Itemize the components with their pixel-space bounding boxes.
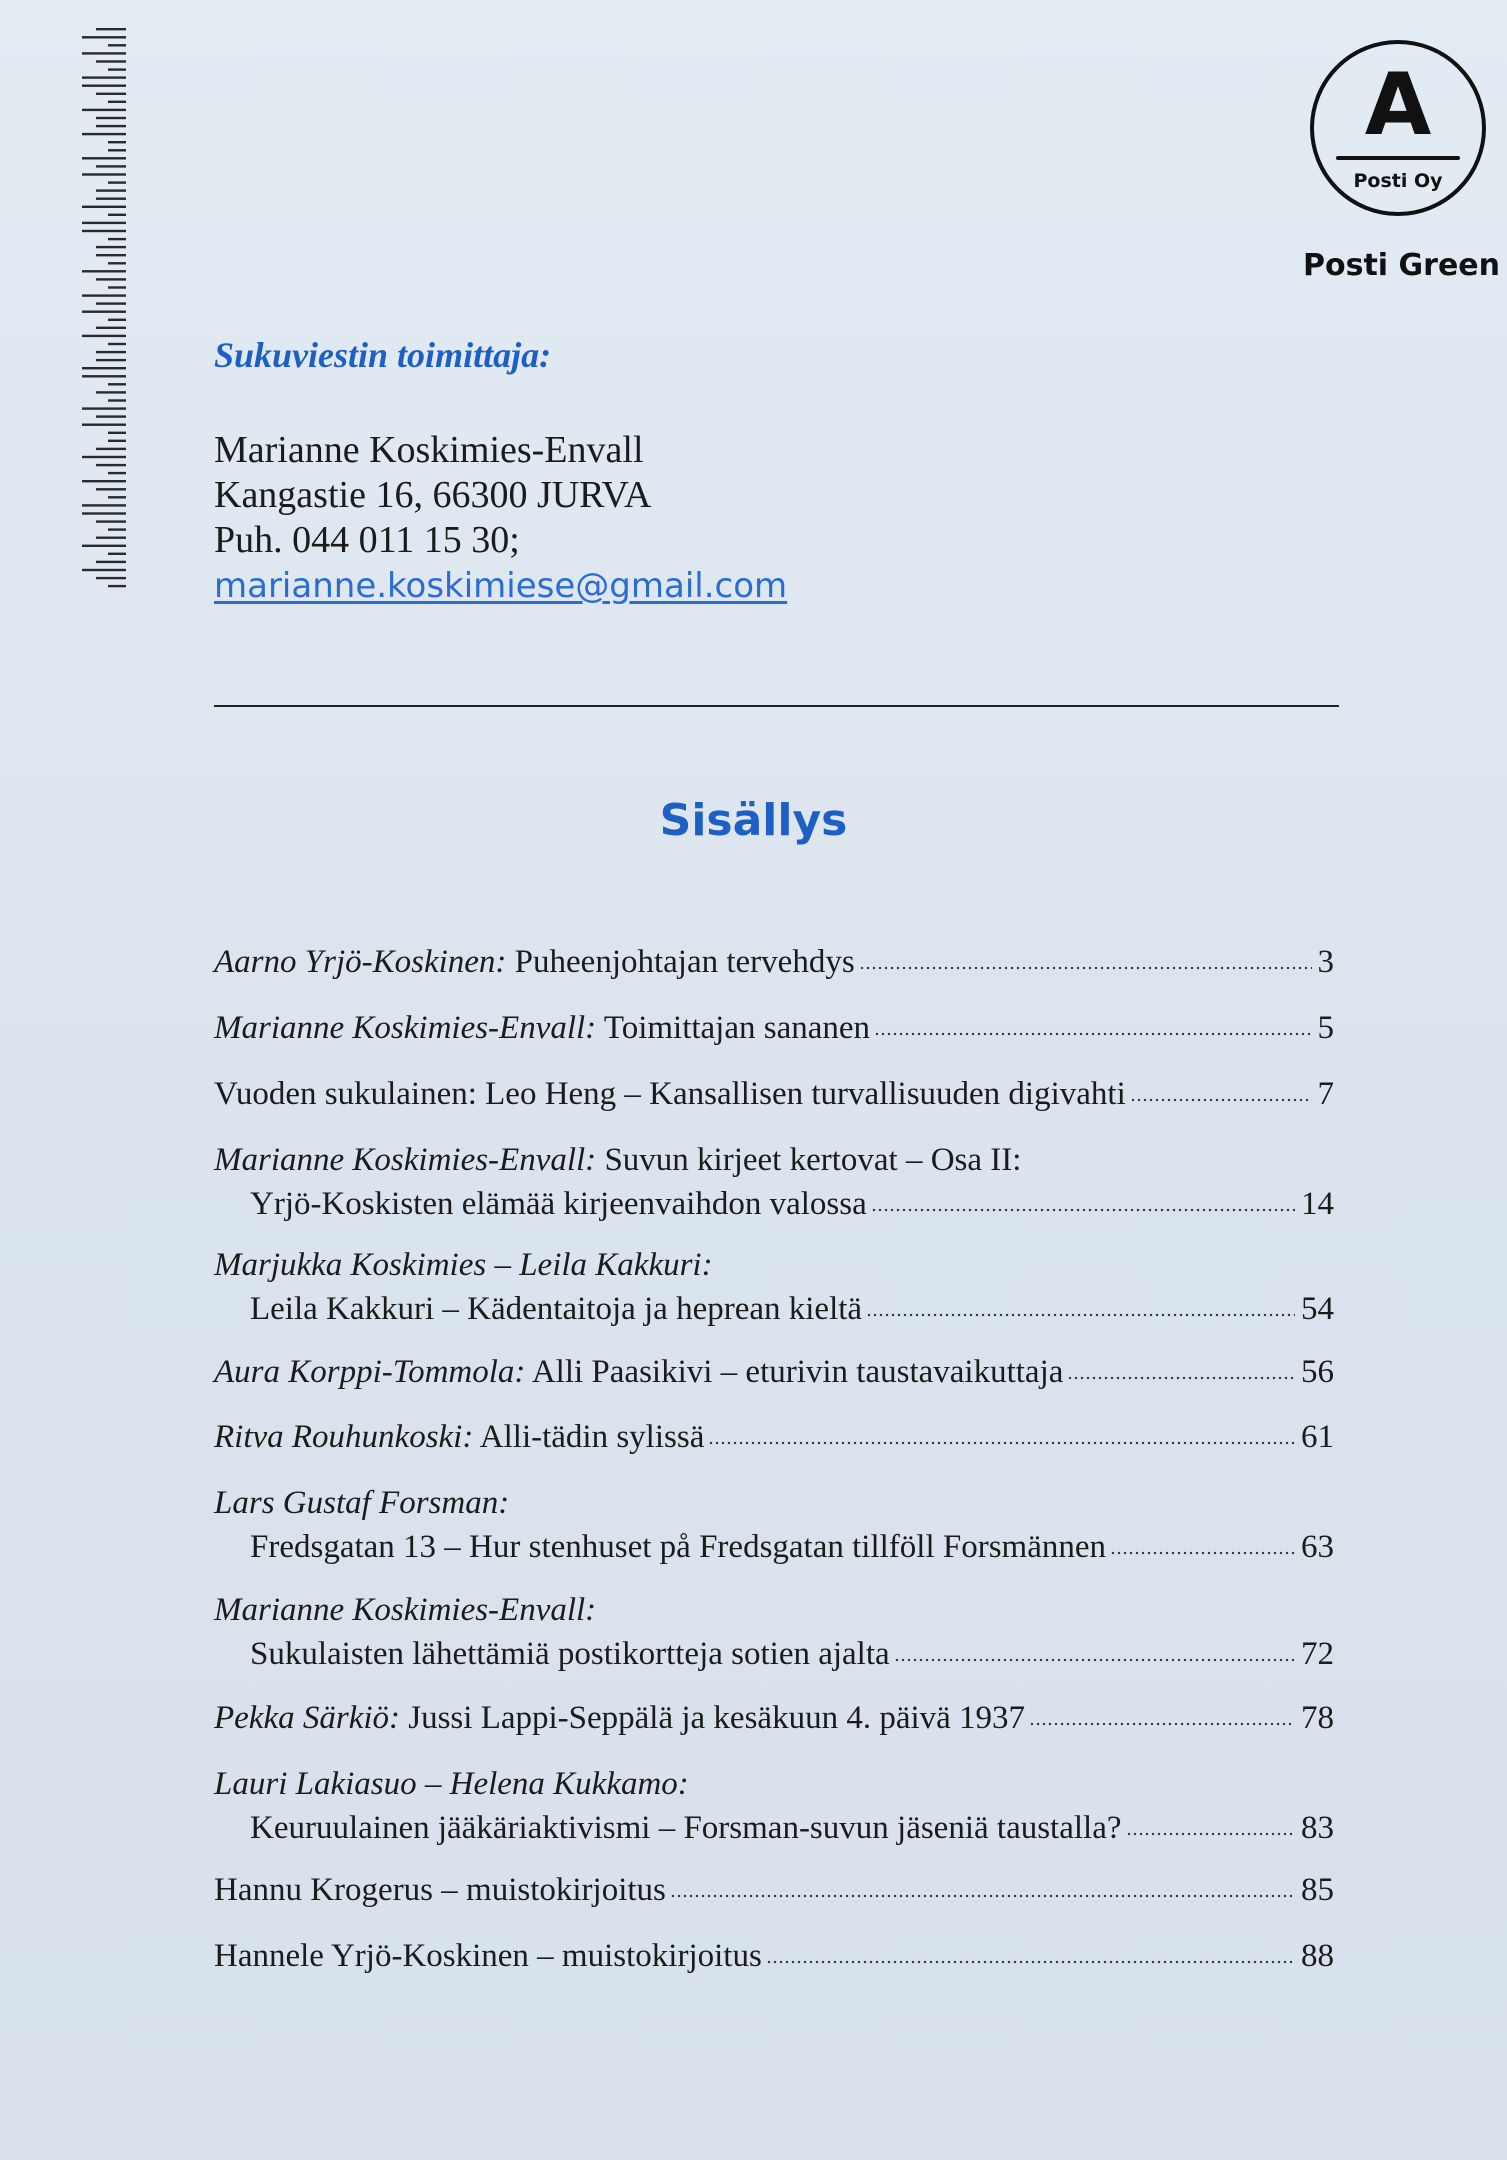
- barcode-bar: [96, 391, 126, 393]
- posti-green-label: Posti Green: [1303, 248, 1500, 283]
- toc-article-title: Hannu Krogerus – muistokirjoitus: [214, 1872, 666, 1908]
- barcode-bar: [82, 222, 126, 224]
- toc-entry-line: [214, 1934, 1334, 1978]
- toc-entry-line: [214, 1182, 1334, 1226]
- toc-entry-line: [214, 1350, 1334, 1394]
- barcode-bar: [82, 311, 126, 313]
- barcode-bar: [96, 561, 126, 563]
- editor-phone: Puh. 044 011 15 30;: [214, 519, 520, 561]
- toc-entry[interactable]: [214, 1243, 1334, 1331]
- barcode-bar: [108, 399, 126, 401]
- barcode-bar: [82, 52, 126, 54]
- toc-entry[interactable]: [214, 1415, 1334, 1459]
- barcode-bar: [82, 456, 126, 458]
- toc-article-title: Toimittajan sananen: [596, 1010, 871, 1046]
- toc-entry-line: [214, 1696, 1334, 1740]
- barcode-bar: [96, 60, 126, 62]
- toc-page-number: 14: [1301, 1186, 1334, 1222]
- barcode-bar: [96, 165, 126, 167]
- toc-entry-line: [214, 1806, 1334, 1850]
- toc-author: Marianne Koskimies-Envall:: [214, 1010, 597, 1046]
- toc-article-title: Puheenjohtajan tervehdys: [506, 944, 855, 980]
- barcode-bar: [108, 496, 126, 498]
- barcode-bar: [82, 504, 126, 506]
- toc-entry-line: [214, 1588, 1334, 1632]
- toc-article-title: Alli-tädin sylissä: [473, 1419, 705, 1455]
- toc-dot-leader: [874, 1030, 1311, 1038]
- toc-entry-line: [214, 1632, 1334, 1676]
- toc-author: Aura Korppi-Tommola:: [214, 1354, 526, 1390]
- toc-entry-line: [214, 1868, 1334, 1912]
- barcode-bar: [108, 585, 126, 587]
- editor-email-link[interactable]: marianne.koskimiese@gmail.com: [214, 566, 788, 606]
- barcode-bar: [96, 189, 126, 191]
- toc-dot-leader: [766, 1958, 1295, 1966]
- barcode-bar: [108, 238, 126, 240]
- toc-dot-leader: [1126, 1830, 1295, 1838]
- barcode-bar: [82, 367, 126, 369]
- stamp-company-label: Posti Oy: [1353, 170, 1443, 192]
- editor-street: Kangastie 16, 66300 JURVA: [214, 474, 652, 516]
- barcode-bar: [108, 319, 126, 321]
- toc-article-title: Sukulaisten lähettämiä postikortteja sotien ajalta: [250, 1636, 890, 1672]
- toc-entry-line: [214, 1072, 1334, 1116]
- toc-author: Aarno Yrjö-Koskinen:: [214, 944, 507, 980]
- toc-dot-leader: [866, 1311, 1295, 1319]
- barcode-bar: [108, 472, 126, 474]
- barcode-bar: [108, 101, 126, 103]
- toc-author: Lauri Lakiasuo – Helena Kukkamo:: [214, 1766, 689, 1802]
- barcode-bar: [108, 149, 126, 151]
- toc-entry-line: [214, 1138, 1334, 1182]
- barcode-bar: [96, 359, 126, 361]
- toc-entry-line: [214, 1415, 1334, 1459]
- toc-page-number: 78: [1301, 1700, 1334, 1736]
- barcode-bar: [82, 480, 126, 482]
- toc-dot-leader: [871, 1206, 1295, 1214]
- toc-page-number: 63: [1301, 1529, 1334, 1565]
- barcode-bar: [82, 270, 126, 272]
- toc-entry-line: [214, 1243, 1334, 1287]
- toc-page-number: 61: [1301, 1419, 1334, 1455]
- barcode-bar: [82, 85, 126, 87]
- barcode-bar: [108, 553, 126, 555]
- toc-page-number: 83: [1301, 1810, 1334, 1846]
- barcode-bar: [108, 343, 126, 345]
- toc-dot-leader: [670, 1892, 1295, 1900]
- barcode-bar: [108, 68, 126, 70]
- barcode-bar: [96, 351, 126, 353]
- toc-author: Marianne Koskimies-Envall:: [214, 1142, 597, 1178]
- toc-entry[interactable]: [214, 1588, 1334, 1676]
- toc-entry-line: [214, 1525, 1334, 1569]
- barcode-bar: [96, 464, 126, 466]
- toc-author: Ritva Rouhunkoski:: [214, 1419, 474, 1455]
- toc-entry[interactable]: [214, 1006, 1334, 1050]
- toc-page-number: 5: [1317, 1010, 1334, 1046]
- toc-entry[interactable]: [214, 1481, 1334, 1569]
- barcode-bar: [108, 262, 126, 264]
- barcode-bar: [108, 528, 126, 530]
- barcode-bar: [82, 109, 126, 111]
- barcode-bar: [96, 488, 126, 490]
- toc-entry[interactable]: [214, 1934, 1334, 1978]
- barcode-bar: [96, 28, 126, 30]
- postal-barcode: [82, 28, 128, 593]
- barcode-bar: [96, 246, 126, 248]
- toc-title: Sisällys: [659, 795, 848, 846]
- barcode-bar: [82, 294, 126, 296]
- barcode-bar: [96, 117, 126, 119]
- barcode-bar: [96, 254, 126, 256]
- barcode-bar: [96, 302, 126, 304]
- barcode-bar: [108, 214, 126, 216]
- barcode-bar: [96, 198, 126, 200]
- toc-author: Marianne Koskimies-Envall:: [214, 1592, 597, 1628]
- barcode-bar: [96, 537, 126, 539]
- barcode-bar: [82, 133, 126, 135]
- toc-dot-leader: [894, 1656, 1295, 1664]
- toc-entry-line: [214, 1762, 1334, 1806]
- barcode-bar: [108, 181, 126, 183]
- toc-page-number: 72: [1301, 1636, 1334, 1672]
- toc-page-number: 88: [1301, 1938, 1334, 1974]
- toc-article-title: Fredsgatan 13 – Hur stenhuset på Fredsgatan tillföll Forsmännen: [250, 1529, 1107, 1565]
- stamp-divider: [1336, 156, 1460, 160]
- toc-entry[interactable]: [214, 1072, 1334, 1116]
- toc-entry[interactable]: [214, 1696, 1334, 1740]
- editor-name: Marianne Koskimies-Envall: [214, 429, 644, 471]
- barcode-bar: [82, 424, 126, 426]
- barcode-bar: [96, 577, 126, 579]
- toc-article-title: Jussi Lappi-Seppälä ja kesäkuun 4. päivä 1937: [400, 1700, 1026, 1736]
- toc-dot-leader: [1130, 1096, 1312, 1104]
- toc-dot-leader: [1067, 1374, 1295, 1382]
- toc-page-number: 7: [1317, 1076, 1334, 1112]
- toc-author: Pekka Särkiö:: [214, 1700, 400, 1736]
- posti-postage-stamp: [1310, 40, 1486, 216]
- barcode-bar: [82, 36, 126, 38]
- barcode-bar: [82, 569, 126, 571]
- toc-article-title: Keuruulainen jääkäriaktivismi – Forsman-suvun jäseniä taustalla?: [250, 1810, 1122, 1846]
- barcode-bar: [82, 375, 126, 377]
- toc-article-title: Vuoden sukulainen: Leo Heng – Kansallisen turvallisuuden digivahti: [214, 1076, 1126, 1112]
- barcode-bar: [82, 545, 126, 547]
- toc-article-title: Yrjö-Koskisten elämää kirjeenvaihdon valossa: [250, 1186, 867, 1222]
- editor-heading: Sukuviestin toimittaja:: [214, 335, 552, 375]
- barcode-bar: [96, 125, 126, 127]
- toc-entry[interactable]: [214, 1138, 1334, 1226]
- barcode-bar: [108, 383, 126, 385]
- barcode-bar: [82, 206, 126, 208]
- toc-dot-leader: [1029, 1720, 1295, 1728]
- barcode-bar: [82, 230, 126, 232]
- toc-page-number: 54: [1301, 1291, 1334, 1327]
- stamp-class-letter: A: [1364, 55, 1432, 155]
- toc-author: Lars Gustaf Forsman:: [214, 1485, 510, 1521]
- toc-article-title: Suvun kirjeet kertovat – Osa II:: [596, 1142, 1022, 1178]
- toc-dot-leader: [1110, 1549, 1295, 1557]
- section-divider: [214, 705, 1339, 707]
- barcode-bar: [108, 432, 126, 434]
- toc-dot-leader: [859, 964, 1312, 972]
- toc-page-number: 85: [1301, 1872, 1334, 1908]
- barcode-bar: [96, 327, 126, 329]
- toc-entry-line: [214, 1287, 1334, 1331]
- barcode-bar: [108, 440, 126, 442]
- barcode-bar: [96, 448, 126, 450]
- barcode-bar: [82, 335, 126, 337]
- barcode-bar: [108, 286, 126, 288]
- toc-entry[interactable]: [214, 940, 1334, 984]
- barcode-bar: [108, 141, 126, 143]
- toc-dot-leader: [708, 1439, 1295, 1447]
- barcode-bar: [96, 93, 126, 95]
- toc-author: Marjukka Koskimies – Leila Kakkuri:: [214, 1247, 713, 1283]
- barcode-bar: [82, 157, 126, 159]
- barcode-bar: [108, 44, 126, 46]
- barcode-bar: [96, 278, 126, 280]
- barcode-bar: [96, 415, 126, 417]
- toc-article-title: Leila Kakkuri – Kädentaitoja ja heprean kieltä: [250, 1291, 863, 1327]
- toc-entry[interactable]: [214, 1762, 1334, 1850]
- toc-article-title: Alli Paasikivi – eturivin taustavaikuttaja: [525, 1354, 1064, 1390]
- barcode-bar: [82, 173, 126, 175]
- toc-page-number: 56: [1301, 1354, 1334, 1390]
- toc-entry[interactable]: [214, 1350, 1334, 1394]
- toc-entry[interactable]: [214, 1868, 1334, 1912]
- toc-entry-line: [214, 940, 1334, 984]
- editor-contact: [214, 428, 787, 609]
- toc-article-title: Hannele Yrjö-Koskinen – muistokirjoitus: [214, 1938, 762, 1974]
- toc-entry-line: [214, 1006, 1334, 1050]
- barcode-bar: [82, 512, 126, 514]
- barcode-bar: [82, 76, 126, 78]
- barcode-bar: [82, 407, 126, 409]
- toc-page-number: 3: [1317, 944, 1334, 980]
- toc-entry-line: [214, 1481, 1334, 1525]
- barcode-bar: [96, 520, 126, 522]
